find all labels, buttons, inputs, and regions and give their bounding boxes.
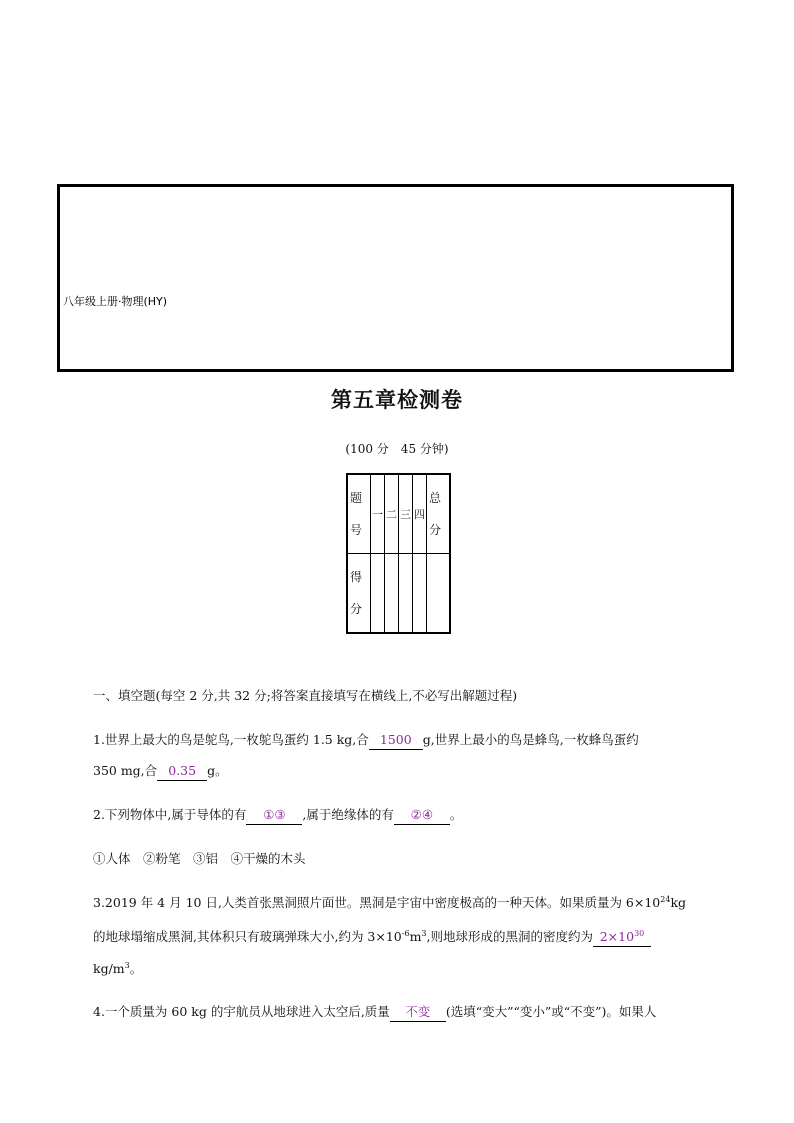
q3-text: ,则地球形成的黑洞的密度约为 <box>426 929 593 944</box>
score-cell <box>413 554 427 634</box>
question-4-line-1 <box>93 996 705 1028</box>
q3-text: 3.2019 年 4 月 10 日,人类首张黑洞照片面世。黑洞是宇宙中密度极高的一种天体。如果质量为 6×10 <box>93 895 661 910</box>
exam-title: 第五章检测卷 <box>331 387 463 412</box>
score-cell <box>371 554 385 634</box>
q3-text: kg <box>670 895 687 910</box>
q3-text: kg/m <box>93 961 125 976</box>
score-table-header-row <box>347 474 450 554</box>
question-2-line-1 <box>93 799 705 831</box>
q3-superscript: 3 <box>421 928 427 938</box>
q3-text: m <box>409 929 422 944</box>
question-1-line-2 <box>93 755 705 787</box>
q2-text: 。 <box>449 807 463 822</box>
header-box <box>57 184 734 372</box>
q3-superscript: -6 <box>401 928 410 938</box>
score-cell <box>399 554 413 634</box>
score-label-char: 得 <box>350 570 363 584</box>
col-header-3: 三 <box>399 474 413 554</box>
q3-answer-base: 2×10 <box>599 929 635 944</box>
book-label: 八年级上册·物理(HY) <box>63 295 168 308</box>
q1-text: g,世界上最小的鸟是蜂鸟,一枚蜂鸟蛋约 <box>422 732 639 747</box>
q3-superscript: 3 <box>124 960 130 970</box>
col-header-4: 四 <box>413 474 427 554</box>
q4-answer: 不变 <box>390 1003 446 1022</box>
question-2-options <box>93 843 705 875</box>
total-header-cell <box>427 474 451 554</box>
q1-text: g。 <box>207 763 228 778</box>
score-cell <box>385 554 399 634</box>
score-table-score-row <box>347 554 450 634</box>
score-cell-total <box>427 554 451 634</box>
q3-superscript: 24 <box>660 894 671 904</box>
col-header-2: 二 <box>385 474 399 554</box>
q3-text: 。 <box>129 961 143 976</box>
score-label-cell <box>347 554 371 634</box>
row-label-char: 题 <box>350 491 363 505</box>
q1-text: 350 mg,合 <box>93 763 158 778</box>
q3-answer <box>593 925 651 947</box>
row-label-char: 号 <box>350 523 363 537</box>
question-3-line-1 <box>93 887 705 919</box>
q1-text: 1.世界上最大的鸟是鸵鸟,一枚鸵鸟蛋约 1.5 kg,合 <box>93 732 369 747</box>
question-3-line-3 <box>93 953 705 985</box>
question-3-line-2 <box>93 921 705 953</box>
q1-answer-2: 0.35 <box>157 762 207 781</box>
q2-answer-1: ①③ <box>246 806 302 825</box>
score-table <box>346 473 451 634</box>
q1-answer-1: 1500 <box>369 731 423 750</box>
total-label-char: 总 <box>429 491 442 505</box>
section-heading <box>93 680 705 712</box>
q2-options-text: ①人体 ②粉笔 ③铝 ④干燥的木头 <box>93 851 306 866</box>
total-label-char: 分 <box>429 523 442 537</box>
q3-text: 的地球塌缩成黑洞,其体积只有玻璃弹珠大小,约为 3×10 <box>93 929 402 944</box>
question-1-line-1 <box>93 724 705 756</box>
q4-text: 4.一个质量为 60 kg 的宇航员从地球进入太空后,质量 <box>93 1004 390 1019</box>
q2-text: ,属于绝缘体的有 <box>302 807 394 822</box>
col-header-1: 一 <box>371 474 385 554</box>
exam-subtitle: (100 分 45 分钟) <box>345 442 449 456</box>
q3-answer-exponent: 30 <box>634 928 645 938</box>
row-label-cell <box>347 474 371 554</box>
score-label-char: 分 <box>350 602 363 616</box>
q2-answer-2: ②④ <box>394 806 450 825</box>
q2-text: 2.下列物体中,属于导体的有 <box>93 807 247 822</box>
section-heading-text: 一、填空题(每空 2 分,共 32 分;将答案直接填写在横线上,不必写出解题过程) <box>93 688 518 703</box>
q4-text: (选填“变大”“变小”或“不变”)。如果人 <box>445 1004 657 1019</box>
